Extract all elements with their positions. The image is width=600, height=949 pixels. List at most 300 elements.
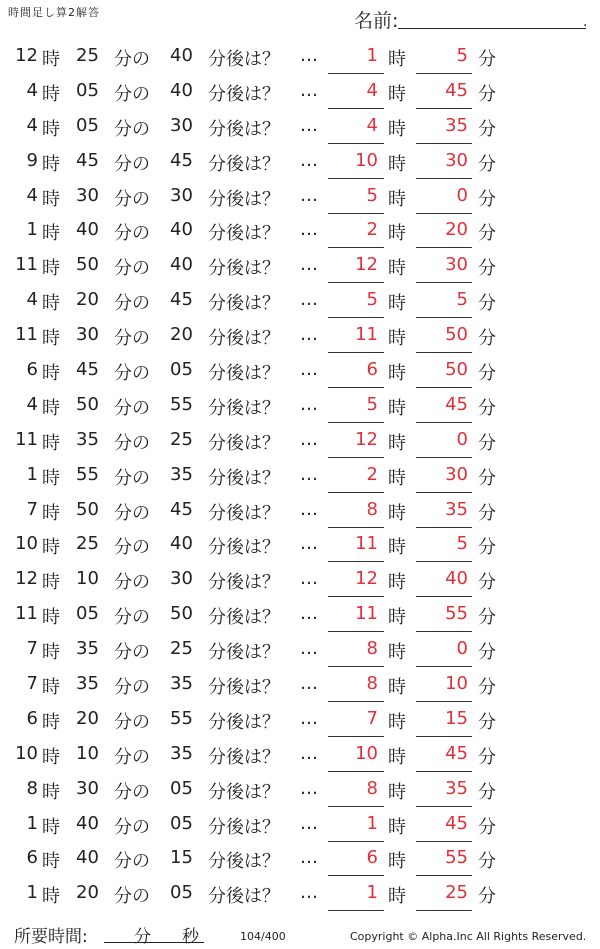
added-minutes: 55 bbox=[170, 707, 193, 729]
minute-after-label: 分後は？ bbox=[208, 502, 280, 524]
problem-row bbox=[0, 459, 600, 494]
added-minutes: 45 bbox=[170, 498, 193, 520]
ellipsis: … bbox=[300, 428, 318, 450]
start-hour: 7 bbox=[26, 638, 38, 660]
problem-row bbox=[0, 319, 600, 354]
answer-minute-unit: 分 bbox=[478, 851, 496, 873]
answer-hour-line bbox=[328, 108, 384, 109]
answer-hour-unit: 時 bbox=[388, 467, 406, 489]
start-hour: 11 bbox=[15, 603, 38, 625]
answer-hour: 10 bbox=[355, 742, 378, 764]
answer-minute-line bbox=[416, 73, 472, 74]
answer-minute-line bbox=[416, 701, 472, 702]
answer-hour-line bbox=[328, 875, 384, 876]
problem-row bbox=[0, 424, 600, 459]
problem-row bbox=[0, 563, 600, 598]
answer-hour: 5 bbox=[366, 289, 378, 311]
ellipsis: … bbox=[300, 498, 318, 520]
answer-hour-line bbox=[328, 596, 384, 597]
added-minutes: 35 bbox=[170, 673, 193, 695]
start-minute: 05 bbox=[76, 603, 99, 625]
hour-unit: 時 bbox=[42, 886, 60, 908]
added-minutes: 40 bbox=[170, 79, 193, 101]
hour-unit: 時 bbox=[42, 642, 60, 664]
hour-unit: 時 bbox=[42, 432, 60, 454]
problem-row bbox=[0, 389, 600, 424]
answer-hour: 11 bbox=[355, 603, 378, 625]
time-taken-label: 所要時間: bbox=[14, 927, 88, 947]
ellipsis: … bbox=[300, 393, 318, 415]
problem-row bbox=[0, 808, 600, 843]
answer-minute: 40 bbox=[445, 568, 468, 590]
start-hour: 4 bbox=[26, 393, 38, 415]
answer-hour-unit: 時 bbox=[388, 49, 406, 70]
added-minutes: 30 bbox=[170, 568, 193, 590]
minute-of-label: 分の bbox=[114, 781, 150, 803]
minute-after-label: 分後は？ bbox=[208, 711, 280, 733]
answer-minute: 30 bbox=[445, 149, 468, 171]
start-hour: 7 bbox=[26, 673, 38, 695]
answer-hour: 10 bbox=[355, 149, 378, 171]
minute-of-label: 分の bbox=[114, 677, 150, 699]
answer-minute-unit: 分 bbox=[478, 432, 496, 454]
ellipsis: … bbox=[300, 847, 318, 869]
answer-hour-unit: 時 bbox=[388, 188, 406, 210]
ellipsis: … bbox=[300, 638, 318, 660]
hour-unit: 時 bbox=[42, 851, 60, 873]
hour-unit: 時 bbox=[42, 467, 60, 489]
answer-minute-line bbox=[416, 422, 472, 423]
seconds-unit: 秒 bbox=[182, 927, 199, 947]
problem-row bbox=[0, 214, 600, 249]
minute-after-label: 分後は？ bbox=[208, 363, 280, 385]
answer-hour-unit: 時 bbox=[388, 711, 406, 733]
answer-minute: 55 bbox=[445, 603, 468, 625]
answer-minute-unit: 分 bbox=[478, 258, 496, 280]
hour-unit: 時 bbox=[42, 816, 60, 838]
answer-hour: 11 bbox=[355, 533, 378, 555]
ellipsis: … bbox=[300, 359, 318, 381]
ellipsis: … bbox=[300, 254, 318, 276]
answer-minute-line bbox=[416, 910, 472, 911]
answer-hour: 5 bbox=[366, 393, 378, 415]
start-minute: 30 bbox=[76, 184, 99, 206]
answer-minute-line bbox=[416, 213, 472, 214]
answer-minute: 30 bbox=[445, 254, 468, 276]
start-minute: 10 bbox=[76, 568, 99, 590]
answer-minute-line bbox=[416, 631, 472, 632]
added-minutes: 55 bbox=[170, 393, 193, 415]
added-minutes: 40 bbox=[170, 533, 193, 555]
minute-of-label: 分の bbox=[114, 607, 150, 629]
minute-of-label: 分の bbox=[114, 328, 150, 350]
answer-minute-line bbox=[416, 561, 472, 562]
answer-hour: 2 bbox=[366, 463, 378, 485]
ellipsis: … bbox=[300, 463, 318, 485]
start-minute: 30 bbox=[76, 324, 99, 346]
footer bbox=[0, 918, 600, 948]
start-hour: 4 bbox=[26, 79, 38, 101]
answer-minute-unit: 分 bbox=[478, 467, 496, 489]
minute-of-label: 分の bbox=[114, 223, 150, 245]
answer-hour-unit: 時 bbox=[388, 572, 406, 594]
start-minute: 40 bbox=[76, 812, 99, 834]
answer-hour: 7 bbox=[366, 707, 378, 729]
answer-hour-line bbox=[328, 561, 384, 562]
problem-row bbox=[0, 773, 600, 808]
answer-minute-unit: 分 bbox=[478, 153, 496, 175]
answer-minute-line bbox=[416, 282, 472, 283]
answer-minute: 50 bbox=[445, 324, 468, 346]
answer-hour-unit: 時 bbox=[388, 223, 406, 245]
start-hour: 10 bbox=[15, 742, 38, 764]
answer-minute-unit: 分 bbox=[478, 118, 496, 140]
hour-unit: 時 bbox=[42, 83, 60, 105]
answer-hour: 6 bbox=[366, 847, 378, 869]
start-hour: 4 bbox=[26, 184, 38, 206]
answer-hour-line bbox=[328, 178, 384, 179]
start-hour: 1 bbox=[26, 219, 38, 241]
problem-list bbox=[0, 40, 600, 912]
problem-row bbox=[0, 75, 600, 110]
answer-minute-line bbox=[416, 666, 472, 667]
hour-unit: 時 bbox=[42, 153, 60, 175]
minute-after-label: 分後は？ bbox=[208, 677, 280, 699]
start-minute: 50 bbox=[76, 498, 99, 520]
added-minutes: 35 bbox=[170, 463, 193, 485]
answer-minute: 30 bbox=[445, 463, 468, 485]
answer-minute: 45 bbox=[445, 393, 468, 415]
minute-of-label: 分の bbox=[114, 642, 150, 664]
minute-of-label: 分の bbox=[114, 886, 150, 908]
name-trailing-dot: . bbox=[583, 14, 588, 30]
problem-row bbox=[0, 494, 600, 529]
minute-after-label: 分後は？ bbox=[208, 188, 280, 210]
answer-minute: 20 bbox=[445, 219, 468, 241]
answer-hour-line bbox=[328, 771, 384, 772]
hour-unit: 時 bbox=[42, 328, 60, 350]
answer-minute-line bbox=[416, 247, 472, 248]
answer-hour-unit: 時 bbox=[388, 397, 406, 419]
hour-unit: 時 bbox=[42, 223, 60, 245]
answer-minute-line bbox=[416, 736, 472, 737]
problem-row bbox=[0, 354, 600, 389]
minute-after-label: 分後は？ bbox=[208, 781, 280, 803]
added-minutes: 30 bbox=[170, 114, 193, 136]
answer-minute-unit: 分 bbox=[478, 572, 496, 594]
minute-after-label: 分後は？ bbox=[208, 851, 280, 873]
added-minutes: 40 bbox=[170, 254, 193, 276]
answer-minute-line bbox=[416, 178, 472, 179]
answer-hour: 1 bbox=[366, 45, 378, 66]
minute-of-label: 分の bbox=[114, 746, 150, 768]
answer-hour-line bbox=[328, 387, 384, 388]
ellipsis: … bbox=[300, 149, 318, 171]
start-hour: 1 bbox=[26, 463, 38, 485]
hour-unit: 時 bbox=[42, 711, 60, 733]
hour-unit: 時 bbox=[42, 572, 60, 594]
answer-hour-line bbox=[328, 422, 384, 423]
minute-of-label: 分の bbox=[114, 816, 150, 838]
start-minute: 20 bbox=[76, 882, 99, 904]
answer-hour: 11 bbox=[355, 324, 378, 346]
minute-after-label: 分後は？ bbox=[208, 816, 280, 838]
answer-minute: 50 bbox=[445, 359, 468, 381]
answer-hour: 8 bbox=[366, 498, 378, 520]
page-number: 104/400 bbox=[240, 930, 286, 943]
hour-unit: 時 bbox=[42, 363, 60, 385]
answer-minute: 0 bbox=[456, 184, 468, 206]
answer-minute: 5 bbox=[456, 45, 468, 66]
problem-row bbox=[0, 40, 600, 75]
answer-hour-unit: 時 bbox=[388, 118, 406, 140]
answer-minute: 45 bbox=[445, 742, 468, 764]
start-hour: 11 bbox=[15, 428, 38, 450]
ellipsis: … bbox=[300, 673, 318, 695]
answer-hour-unit: 時 bbox=[388, 886, 406, 908]
start-hour: 6 bbox=[26, 847, 38, 869]
start-hour: 4 bbox=[26, 289, 38, 311]
ellipsis: … bbox=[300, 533, 318, 555]
answer-hour-unit: 時 bbox=[388, 781, 406, 803]
answer-minute-line bbox=[416, 317, 472, 318]
added-minutes: 25 bbox=[170, 638, 193, 660]
added-minutes: 15 bbox=[170, 847, 193, 869]
start-hour: 12 bbox=[15, 568, 38, 590]
answer-hour-line bbox=[328, 527, 384, 528]
answer-hour-line bbox=[328, 457, 384, 458]
answer-minute-unit: 分 bbox=[478, 746, 496, 768]
minute-after-label: 分後は？ bbox=[208, 397, 280, 419]
answer-hour-line bbox=[328, 666, 384, 667]
minute-after-label: 分後は？ bbox=[208, 607, 280, 629]
copyright: Copyright © Alpha.Inc All Rights Reserved. bbox=[350, 930, 587, 943]
answer-hour-unit: 時 bbox=[388, 816, 406, 838]
minute-of-label: 分の bbox=[114, 397, 150, 419]
start-hour: 1 bbox=[26, 882, 38, 904]
answer-hour-line bbox=[328, 317, 384, 318]
added-minutes: 50 bbox=[170, 603, 193, 625]
answer-hour: 5 bbox=[366, 184, 378, 206]
added-minutes: 25 bbox=[170, 428, 193, 450]
answer-minute: 0 bbox=[456, 428, 468, 450]
answer-minute-unit: 分 bbox=[478, 293, 496, 315]
ellipsis: … bbox=[300, 603, 318, 625]
answer-minute: 45 bbox=[445, 812, 468, 834]
answer-minute-line bbox=[416, 352, 472, 353]
answer-hour-unit: 時 bbox=[388, 363, 406, 385]
answer-minute-unit: 分 bbox=[478, 642, 496, 664]
minute-of-label: 分の bbox=[114, 83, 150, 105]
added-minutes: 30 bbox=[170, 184, 193, 206]
minute-after-label: 分後は？ bbox=[208, 118, 280, 140]
name-underline bbox=[398, 28, 586, 29]
answer-minute-unit: 分 bbox=[478, 886, 496, 908]
answer-minute: 55 bbox=[445, 847, 468, 869]
start-hour: 10 bbox=[15, 533, 38, 555]
ellipsis: … bbox=[300, 184, 318, 206]
answer-minute-unit: 分 bbox=[478, 49, 496, 70]
answer-hour-unit: 時 bbox=[388, 607, 406, 629]
answer-minute-line bbox=[416, 143, 472, 144]
answer-hour-unit: 時 bbox=[388, 328, 406, 350]
start-minute: 50 bbox=[76, 254, 99, 276]
problem-row bbox=[0, 110, 600, 145]
minute-after-label: 分後は？ bbox=[208, 223, 280, 245]
problem-row bbox=[0, 633, 600, 668]
answer-minute-unit: 分 bbox=[478, 781, 496, 803]
answer-hour-unit: 時 bbox=[388, 83, 406, 105]
answer-minute-line bbox=[416, 875, 472, 876]
minutes-unit: 分 bbox=[134, 927, 151, 947]
answer-minute-unit: 分 bbox=[478, 502, 496, 524]
answer-hour: 1 bbox=[366, 812, 378, 834]
minute-after-label: 分後は？ bbox=[208, 537, 280, 559]
added-minutes: 20 bbox=[170, 324, 193, 346]
start-minute: 40 bbox=[76, 847, 99, 869]
answer-minute-unit: 分 bbox=[478, 328, 496, 350]
problem-row bbox=[0, 528, 600, 563]
start-minute: 05 bbox=[76, 114, 99, 136]
hour-unit: 時 bbox=[42, 293, 60, 315]
answer-minute-unit: 分 bbox=[478, 677, 496, 699]
problem-row bbox=[0, 249, 600, 284]
minute-of-label: 分の bbox=[114, 363, 150, 385]
minute-of-label: 分の bbox=[114, 432, 150, 454]
answer-minute-line bbox=[416, 596, 472, 597]
hour-unit: 時 bbox=[42, 781, 60, 803]
minute-after-label: 分後は？ bbox=[208, 467, 280, 489]
answer-hour-unit: 時 bbox=[388, 537, 406, 559]
answer-hour: 4 bbox=[366, 79, 378, 101]
start-minute: 05 bbox=[76, 79, 99, 101]
minute-after-label: 分後は？ bbox=[208, 642, 280, 664]
answer-hour: 2 bbox=[366, 219, 378, 241]
problem-row bbox=[0, 842, 600, 877]
answer-hour-unit: 時 bbox=[388, 746, 406, 768]
answer-minute-line bbox=[416, 108, 472, 109]
start-hour: 9 bbox=[26, 149, 38, 171]
problem-row bbox=[0, 738, 600, 773]
answer-minute: 0 bbox=[456, 638, 468, 660]
answer-hour-line bbox=[328, 213, 384, 214]
answer-minute-line bbox=[416, 527, 472, 528]
added-minutes: 05 bbox=[170, 359, 193, 381]
hour-unit: 時 bbox=[42, 188, 60, 210]
answer-hour: 12 bbox=[355, 254, 378, 276]
answer-hour-line bbox=[328, 736, 384, 737]
answer-minute: 15 bbox=[445, 707, 468, 729]
answer-hour-line bbox=[328, 841, 384, 842]
start-minute: 10 bbox=[76, 742, 99, 764]
answer-minute-unit: 分 bbox=[478, 537, 496, 559]
ellipsis: … bbox=[300, 568, 318, 590]
added-minutes: 05 bbox=[170, 812, 193, 834]
hour-unit: 時 bbox=[42, 746, 60, 768]
start-hour: 6 bbox=[26, 707, 38, 729]
minute-of-label: 分の bbox=[114, 49, 150, 70]
minute-after-label: 分後は？ bbox=[208, 258, 280, 280]
problem-row bbox=[0, 145, 600, 180]
minute-after-label: 分後は？ bbox=[208, 432, 280, 454]
ellipsis: … bbox=[300, 79, 318, 101]
answer-hour: 8 bbox=[366, 777, 378, 799]
start-minute: 45 bbox=[76, 149, 99, 171]
start-minute: 45 bbox=[76, 359, 99, 381]
answer-hour: 6 bbox=[366, 359, 378, 381]
worksheet-title: 時間足し算2解答 bbox=[8, 6, 100, 19]
start-minute: 30 bbox=[76, 777, 99, 799]
hour-unit: 時 bbox=[42, 537, 60, 559]
ellipsis: … bbox=[300, 45, 318, 66]
answer-minute: 35 bbox=[445, 777, 468, 799]
answer-hour-unit: 時 bbox=[388, 258, 406, 280]
start-minute: 50 bbox=[76, 393, 99, 415]
start-hour: 11 bbox=[15, 254, 38, 276]
start-minute: 40 bbox=[76, 219, 99, 241]
ellipsis: … bbox=[300, 219, 318, 241]
minute-of-label: 分の bbox=[114, 467, 150, 489]
ellipsis: … bbox=[300, 114, 318, 136]
ellipsis: … bbox=[300, 289, 318, 311]
answer-minute: 35 bbox=[445, 498, 468, 520]
start-minute: 20 bbox=[76, 707, 99, 729]
answer-hour-line bbox=[328, 701, 384, 702]
answer-hour-line bbox=[328, 143, 384, 144]
answer-hour-unit: 時 bbox=[388, 502, 406, 524]
name-label: 名前: bbox=[354, 10, 399, 32]
answer-minute: 45 bbox=[445, 79, 468, 101]
start-hour: 8 bbox=[26, 777, 38, 799]
start-hour: 12 bbox=[15, 45, 38, 66]
answer-minute-line bbox=[416, 492, 472, 493]
minute-of-label: 分の bbox=[114, 851, 150, 873]
problem-row bbox=[0, 598, 600, 633]
minute-of-label: 分の bbox=[114, 502, 150, 524]
start-minute: 20 bbox=[76, 289, 99, 311]
answer-minute-unit: 分 bbox=[478, 816, 496, 838]
start-minute: 35 bbox=[76, 638, 99, 660]
answer-hour: 12 bbox=[355, 428, 378, 450]
minute-of-label: 分の bbox=[114, 118, 150, 140]
minute-of-label: 分の bbox=[114, 537, 150, 559]
start-hour: 7 bbox=[26, 498, 38, 520]
answer-hour-line bbox=[328, 492, 384, 493]
answer-minute-line bbox=[416, 841, 472, 842]
hour-unit: 時 bbox=[42, 502, 60, 524]
minute-of-label: 分の bbox=[114, 293, 150, 315]
answer-hour-line bbox=[328, 352, 384, 353]
answer-minute: 10 bbox=[445, 673, 468, 695]
minute-after-label: 分後は？ bbox=[208, 328, 280, 350]
answer-hour-line bbox=[328, 73, 384, 74]
start-minute: 25 bbox=[76, 45, 99, 66]
problem-row bbox=[0, 284, 600, 319]
answer-hour-unit: 時 bbox=[388, 851, 406, 873]
answer-minute-unit: 分 bbox=[478, 397, 496, 419]
added-minutes: 45 bbox=[170, 149, 193, 171]
minute-after-label: 分後は？ bbox=[208, 293, 280, 315]
start-hour: 1 bbox=[26, 812, 38, 834]
minute-after-label: 分後は？ bbox=[208, 746, 280, 768]
start-minute: 35 bbox=[76, 673, 99, 695]
minute-after-label: 分後は？ bbox=[208, 83, 280, 105]
minute-of-label: 分の bbox=[114, 572, 150, 594]
minute-after-label: 分後は？ bbox=[208, 153, 280, 175]
answer-minute-unit: 分 bbox=[478, 223, 496, 245]
answer-hour-line bbox=[328, 247, 384, 248]
start-minute: 25 bbox=[76, 533, 99, 555]
